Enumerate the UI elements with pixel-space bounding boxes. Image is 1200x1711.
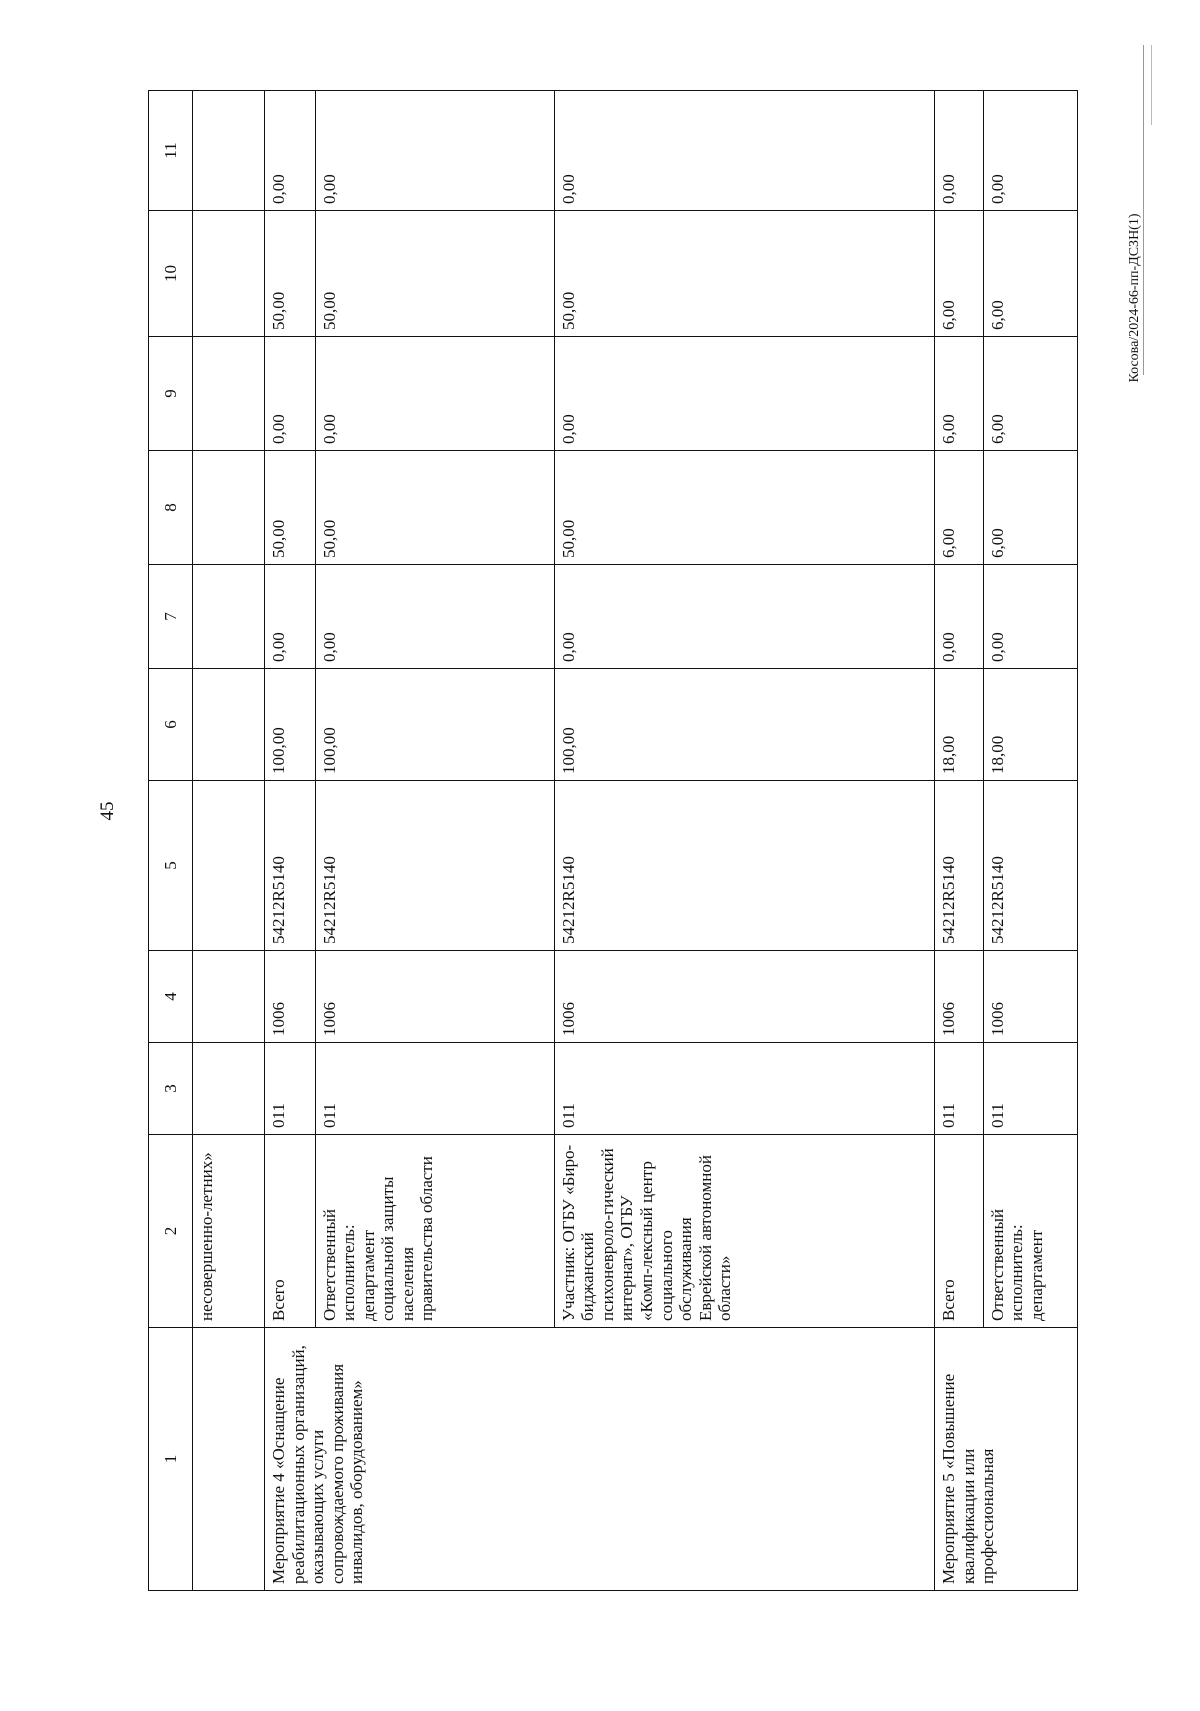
table-cell: несовершенно-летних» xyxy=(192,1135,264,1328)
table-cell xyxy=(192,211,264,337)
table-cell: 6,00 xyxy=(983,451,1077,565)
table-cell xyxy=(192,1043,264,1135)
header-cell: 6 xyxy=(149,669,193,781)
table-cell xyxy=(192,669,264,781)
header-cell: 8 xyxy=(149,451,193,565)
table-cell: 0,00 xyxy=(554,565,935,669)
rotated-table-container xyxy=(148,91,1078,1591)
table-cell: Ответственный исполнитель: департамент xyxy=(983,1135,1077,1328)
table-cell: 0,00 xyxy=(315,337,554,451)
header-cell: 3 xyxy=(149,1043,193,1135)
table-cell xyxy=(192,781,264,951)
table-cell: 54212R5140 xyxy=(315,781,554,951)
table-row xyxy=(935,91,983,1591)
table-cell xyxy=(192,337,264,451)
table-cell: 1006 xyxy=(935,951,983,1043)
table-cell: 50,00 xyxy=(265,451,315,565)
table-cell: 100,00 xyxy=(265,669,315,781)
table-cell: 50,00 xyxy=(315,211,554,337)
table-cell: 1006 xyxy=(265,951,315,1043)
table-cell: 011 xyxy=(935,1043,983,1135)
table-cell: 0,00 xyxy=(265,91,315,211)
table-cell: 0,00 xyxy=(265,337,315,451)
table-cell: 0,00 xyxy=(315,565,554,669)
header-cell: 11 xyxy=(149,91,193,211)
table-cell: 011 xyxy=(265,1043,315,1135)
header-cell: 1 xyxy=(149,1328,193,1591)
table-cell: 100,00 xyxy=(315,669,554,781)
table-cell: 50,00 xyxy=(315,451,554,565)
activity-cell: Мероприятие 5 «Повышение квалификации или профессиональная xyxy=(935,1328,1078,1591)
table-cell: 100,00 xyxy=(554,669,935,781)
footer-code-text: Косова/2024-66-пп-ДСЗН(1) xyxy=(1127,213,1142,383)
margin-line xyxy=(1143,45,1144,375)
table-cell: 011 xyxy=(554,1043,935,1135)
table-cell: 0,00 xyxy=(265,565,315,669)
table-cell: 50,00 xyxy=(265,211,315,337)
activity-cell: Мероприятие 4 «Оснащение реабилитационных организаций, оказывающих услуги сопровождаемого проживания инвалидов, оборудованием» xyxy=(265,1328,935,1591)
table-cell xyxy=(192,565,264,669)
table-row xyxy=(265,91,315,1591)
table-cell: Всего xyxy=(935,1135,983,1328)
table-cell: 54212R5140 xyxy=(265,781,315,951)
header-cell: 4 xyxy=(149,951,193,1043)
table-cell: Всего xyxy=(265,1135,315,1328)
table-cell: 6,00 xyxy=(983,211,1077,337)
header-cell: 9 xyxy=(149,337,193,451)
table-cell: 1006 xyxy=(554,951,935,1043)
table-cell xyxy=(192,451,264,565)
table-cell: 6,00 xyxy=(935,211,983,337)
table-cell: 011 xyxy=(315,1043,554,1135)
table-cell: Участник: ОГБУ «Биро-биджанский психоневроло-гический интернат», ОГБУ «Комп-лексный центр социального обслуживания Еврейской автономной области» xyxy=(554,1135,935,1328)
table-cell: 6,00 xyxy=(935,337,983,451)
margin-line xyxy=(1151,45,1152,125)
table-cell: 011 xyxy=(983,1043,1077,1135)
table-cell: 0,00 xyxy=(554,91,935,211)
header-cell: 10 xyxy=(149,211,193,337)
table-cell: 18,00 xyxy=(935,669,983,781)
footer-code xyxy=(1125,213,1147,383)
table-row xyxy=(192,91,264,1591)
page-number: 45 xyxy=(97,801,118,821)
budget-table xyxy=(148,90,1078,1591)
table-cell: Ответственный исполнитель: департамент социальной защиты населения правительства области xyxy=(315,1135,554,1328)
table-cell: 54212R5140 xyxy=(983,781,1077,951)
table-cell xyxy=(192,1328,264,1591)
table-cell: 0,00 xyxy=(935,91,983,211)
table-cell: 1006 xyxy=(983,951,1077,1043)
table-cell: 54212R5140 xyxy=(935,781,983,951)
table-header-row xyxy=(149,91,193,1591)
table-cell: 1006 xyxy=(315,951,554,1043)
table-cell xyxy=(192,951,264,1043)
table-cell: 0,00 xyxy=(983,565,1077,669)
table-cell xyxy=(192,91,264,211)
table-cell: 54212R5140 xyxy=(554,781,935,951)
table-cell: 0,00 xyxy=(983,91,1077,211)
table-cell: 18,00 xyxy=(983,669,1077,781)
header-cell: 5 xyxy=(149,781,193,951)
table-cell: 0,00 xyxy=(554,337,935,451)
header-cell: 2 xyxy=(149,1135,193,1328)
table-cell: 6,00 xyxy=(983,337,1077,451)
table-cell: 50,00 xyxy=(554,211,935,337)
table-cell: 6,00 xyxy=(935,451,983,565)
table-cell: 0,00 xyxy=(935,565,983,669)
table-cell: 0,00 xyxy=(315,91,554,211)
table-cell: 50,00 xyxy=(554,451,935,565)
header-cell: 7 xyxy=(149,565,193,669)
